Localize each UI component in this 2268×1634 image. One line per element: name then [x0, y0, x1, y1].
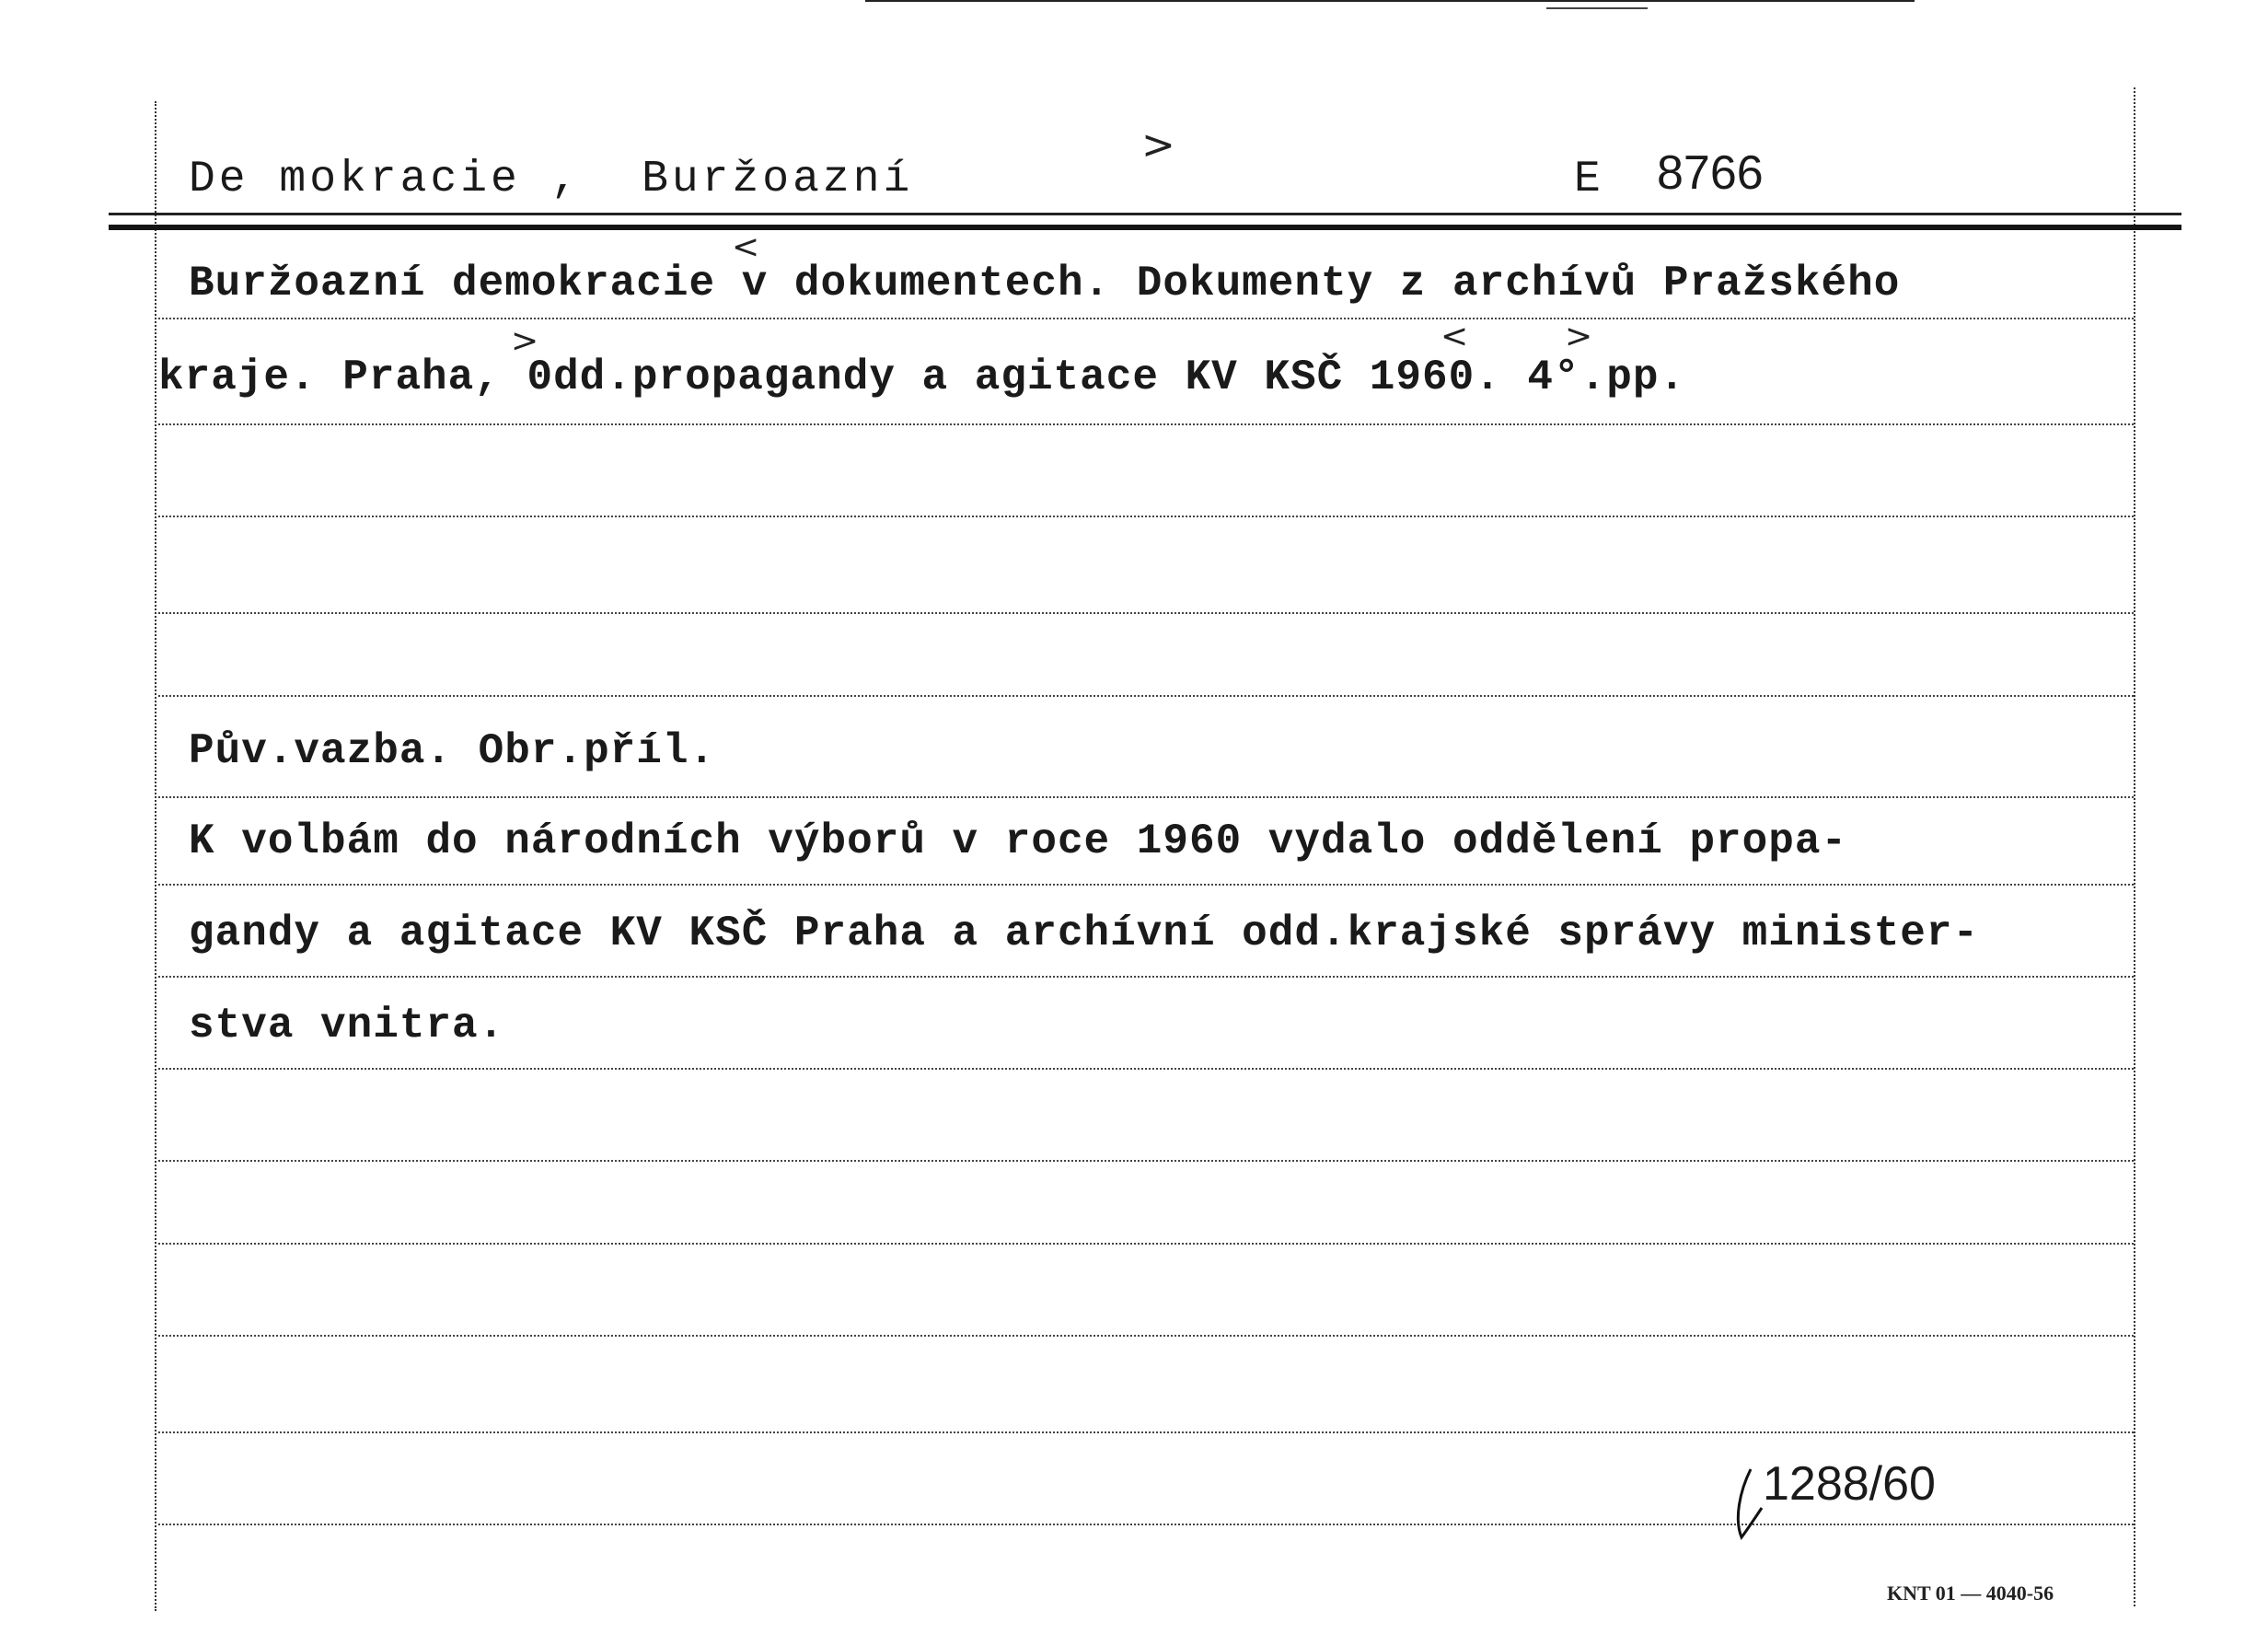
ruled-line	[158, 796, 2134, 798]
text-line-1: Buržoazní demokracie v dokumentech. Dokumenty z archívů Pražského	[189, 260, 1901, 307]
text-line-2: kraje. Praha, 0dd.propagandy a agitace KV KSČ 1960. 4°.pp.	[158, 353, 1686, 401]
bracket-mark: >	[1565, 318, 1593, 355]
ruled-line	[158, 1524, 2134, 1525]
ruled-line	[158, 612, 2134, 614]
text-line-4: K volbám do národních výborů v roce 1960 vydalo oddělení propa-	[189, 817, 1848, 865]
handwritten-stroke-icon	[1730, 1464, 1767, 1547]
handwritten-number: 1288/60	[1763, 1457, 1936, 1511]
top-mark	[1546, 7, 1648, 9]
heading-rule-thin	[109, 213, 2181, 215]
ruled-line	[158, 976, 2134, 978]
heading-rule	[109, 225, 2181, 230]
ruled-line	[158, 516, 2134, 517]
bracket-mark: >	[1141, 122, 1175, 168]
catalog-number: 8766	[1657, 146, 1764, 200]
ruled-line	[158, 1160, 2134, 1162]
heading-title: De mokracie , Buržoazní	[189, 155, 914, 204]
bracket-mark: >	[511, 322, 539, 360]
ruled-line	[158, 1335, 2134, 1337]
ruled-line	[158, 695, 2134, 697]
ruled-line	[158, 1068, 2134, 1070]
series-letter: E	[1574, 155, 1601, 204]
ruled-line	[158, 318, 2134, 319]
bracket-mark: <	[1441, 318, 1469, 355]
text-line-5: gandy a agitace KV KSČ Praha a archívní odd.krajské správy minister-	[189, 910, 1980, 957]
text-line-3: Pův.vazba. Obr.příl.	[189, 727, 716, 775]
form-code: KNT 01 — 4040-56	[1887, 1582, 2054, 1605]
ruled-line	[158, 884, 2134, 886]
ruled-line	[158, 1431, 2134, 1433]
ruled-line	[158, 423, 2134, 425]
left-margin-rule	[155, 101, 156, 1611]
right-margin-rule	[2134, 87, 2135, 1606]
bracket-mark: <	[732, 228, 760, 266]
ruled-line	[158, 1243, 2134, 1245]
text-line-6: stva vnitra.	[189, 1002, 505, 1049]
card-top-edge	[865, 0, 1915, 2]
